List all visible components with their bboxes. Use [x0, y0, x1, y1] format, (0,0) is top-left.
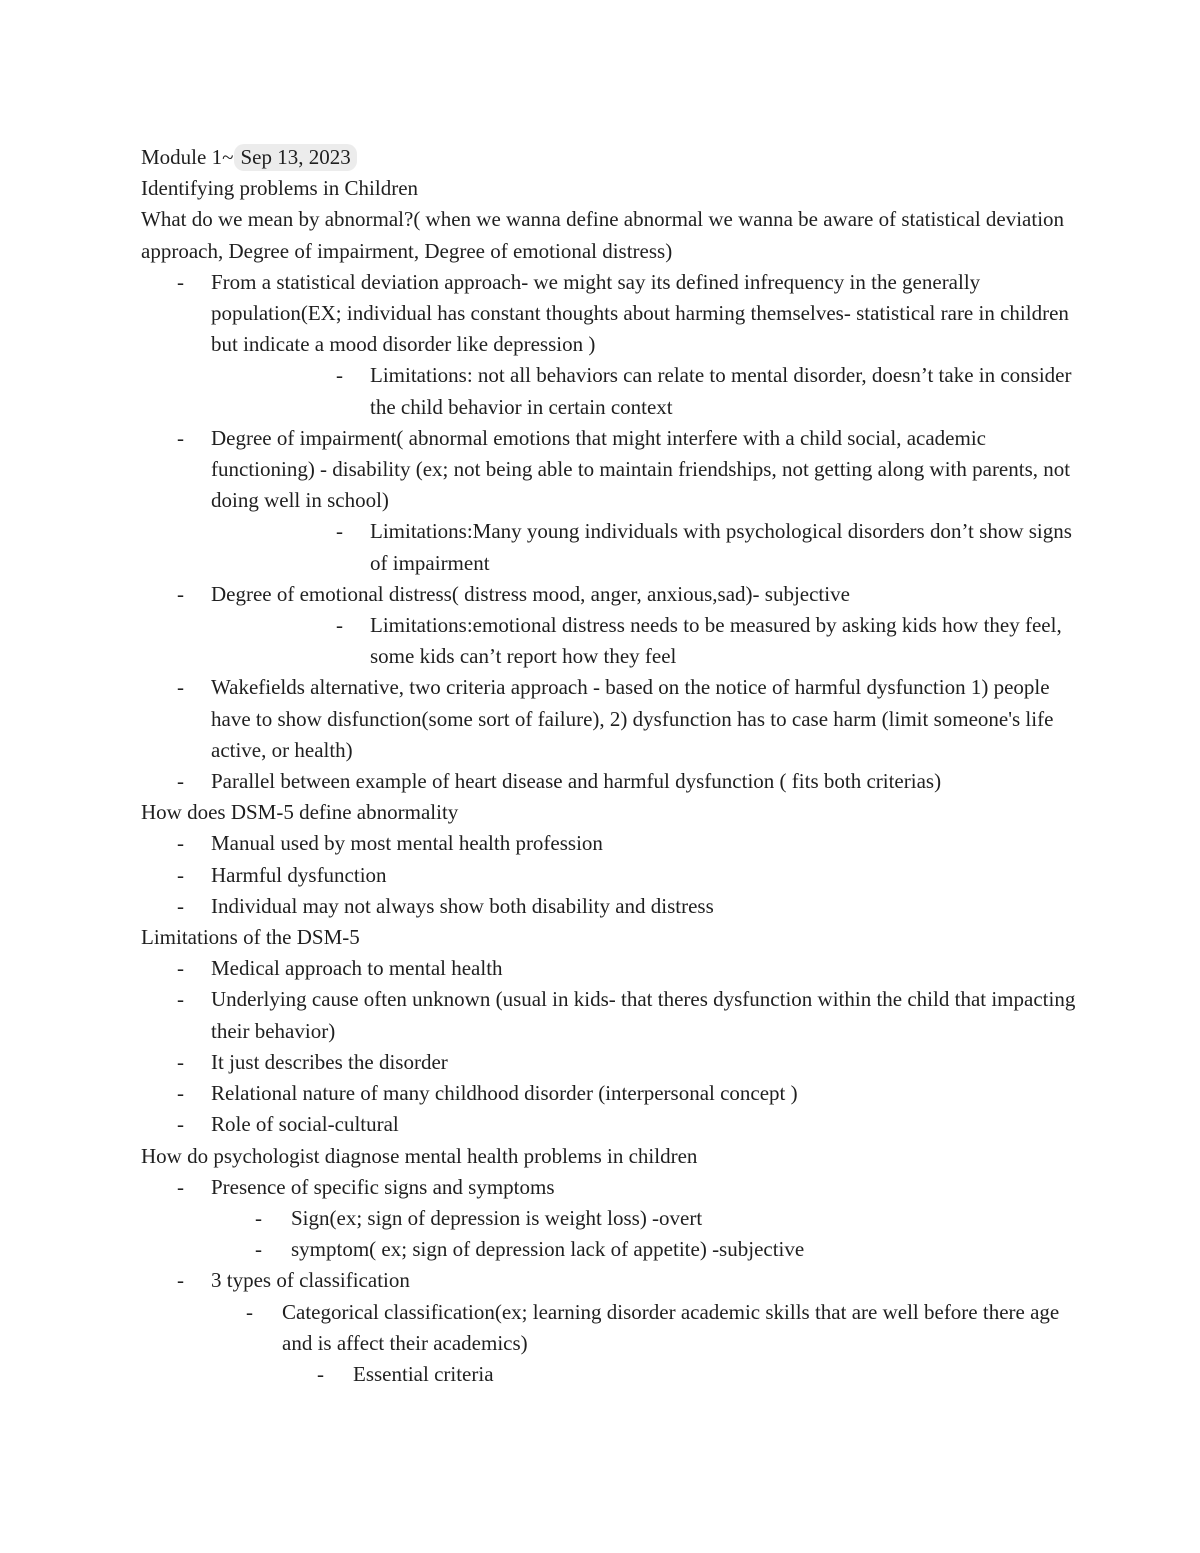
sub-list — [336, 516, 1081, 578]
list-item-text: It just describes the disorder — [211, 1049, 448, 1074]
list-item — [177, 267, 1081, 423]
date-chip[interactable]: Sep 13, 2023 — [234, 144, 356, 171]
list-item — [255, 1234, 1081, 1265]
bullet-dash: - — [177, 1049, 184, 1074]
list-item — [177, 579, 1081, 673]
list-item — [246, 1297, 1081, 1391]
list-item-text: Role of social-cultural — [211, 1112, 399, 1137]
list-item — [177, 828, 1081, 859]
list-item-text: Essential criteria — [353, 1361, 494, 1386]
list-item-text: Categorical classification(ex; learning disorder academic skills that are well before there age and is affect their academics) — [282, 1299, 1060, 1355]
list-item — [317, 1359, 1081, 1390]
sub-list — [246, 1297, 1081, 1391]
module-title: Module 1~ — [141, 145, 234, 169]
list-item-text: Limitations:Many young individuals with psychological disorders don’t show signs of impairment — [370, 519, 1072, 575]
list-item-text: symptom( ex; sign of depression lack of appetite) -subjective — [291, 1237, 805, 1262]
notes-body — [141, 142, 1081, 1390]
list-item-text: Manual used by most mental health profession — [211, 831, 603, 856]
list-item — [336, 610, 1081, 672]
list-item — [177, 953, 1081, 984]
list-item — [177, 984, 1081, 1046]
list-item — [177, 860, 1081, 891]
list-item-text: Parallel between example of heart disease and harmful dysfunction ( fits both criterias) — [211, 769, 942, 794]
sub-list — [336, 360, 1081, 422]
bullet-dash: - — [255, 1237, 262, 1262]
bullet-dash: - — [177, 956, 184, 981]
list-item-text: Sign(ex; sign of depression is weight loss) -overt — [291, 1205, 703, 1230]
list-item-text: Degree of emotional distress( distress mood, anger, anxious,sad)- subjective — [211, 581, 850, 606]
bullet-dash: - — [177, 269, 184, 294]
list-item — [177, 1047, 1081, 1078]
question-dsm: How does DSM-5 define abnormality — [141, 800, 459, 825]
bullet-dash: - — [177, 831, 184, 856]
list-item-text: Relational nature of many childhood disorder (interpersonal concept ) — [211, 1081, 798, 1106]
diagnose-list — [177, 1172, 1081, 1390]
bullet-dash: - — [177, 675, 184, 700]
bullet-dash: - — [246, 1299, 253, 1324]
question-diagnose: How do psychologist diagnose mental health problems in children — [141, 1143, 698, 1168]
list-item — [177, 766, 1081, 797]
sub-list — [336, 610, 1081, 672]
list-item-text: Wakefields alternative, two criteria approach - based on the notice of harmful dysfunction 1) people have to show disfunction(some sort of failure), 2) dysfunction has to case harm (limit someone's life active, or health) — [211, 675, 1054, 762]
list-item — [336, 516, 1081, 578]
bullet-dash: - — [336, 613, 343, 638]
dsm-list — [177, 828, 1081, 922]
bullet-dash: - — [177, 893, 184, 918]
question-limitations: Limitations of the DSM-5 — [141, 925, 360, 950]
bullet-dash: - — [255, 1205, 262, 1230]
list-item-text: From a statistical deviation approach- we might say its defined infrequency in the generally population(EX; individual has constant thoughts about harming themselves- statistical rare in children but indicate a mood disorder like depression ) — [211, 269, 1069, 357]
bullet-dash: - — [177, 862, 184, 887]
bullet-dash: - — [177, 769, 184, 794]
abnormal-list — [177, 267, 1081, 797]
bullet-dash: - — [336, 363, 343, 388]
list-item — [177, 1265, 1081, 1390]
list-item — [177, 423, 1081, 579]
bullet-dash: - — [177, 987, 184, 1012]
question-abnormal: What do we mean by abnormal?( when we wanna define abnormal we wanna be aware of statistical deviation approach, Degree of impairment, Degree of emotional distress) — [141, 207, 1065, 263]
list-item-text: 3 types of classification — [211, 1268, 410, 1293]
list-item-text: Harmful dysfunction — [211, 862, 387, 887]
bullet-dash: - — [177, 425, 184, 450]
list-item-text: Degree of impairment( abnormal emotions that might interfere with a child social, academic functioning) - disability (ex; not being able to maintain friendships, not getting along with parents, not doing well in school) — [211, 425, 1071, 513]
list-item — [177, 891, 1081, 922]
list-item-text: Limitations: not all behaviors can relate to mental disorder, doesn’t take in consider the child behavior in certain context — [370, 363, 1072, 419]
list-item-text: Individual may not always show both disability and distress — [211, 893, 714, 918]
bullet-dash: - — [317, 1361, 324, 1386]
sub-list — [255, 1203, 1081, 1265]
limitations-list — [177, 953, 1081, 1140]
bullet-dash: - — [177, 1174, 184, 1199]
list-item — [177, 1109, 1081, 1140]
list-item-text: Presence of specific signs and symptoms — [211, 1174, 555, 1199]
list-item-text: Limitations:emotional distress needs to be measured by asking kids how they feel, some kids can’t report how they feel — [370, 613, 1062, 669]
sub-sub-list — [317, 1359, 1081, 1390]
bullet-dash: - — [177, 1081, 184, 1106]
bullet-dash: - — [336, 519, 343, 544]
list-item — [336, 360, 1081, 422]
bullet-dash: - — [177, 1112, 184, 1137]
topic-heading: Identifying problems in Children — [141, 176, 419, 201]
module-heading — [141, 142, 1081, 173]
list-item — [177, 1078, 1081, 1109]
list-item — [177, 1172, 1081, 1266]
list-item — [255, 1203, 1081, 1234]
list-item — [177, 672, 1081, 766]
bullet-dash: - — [177, 581, 184, 606]
list-item-text: Medical approach to mental health — [211, 956, 503, 981]
bullet-dash: - — [177, 1268, 184, 1293]
list-item-text: Underlying cause often unknown (usual in kids- that theres dysfunction within the child that impacting their behavior) — [211, 987, 1076, 1043]
